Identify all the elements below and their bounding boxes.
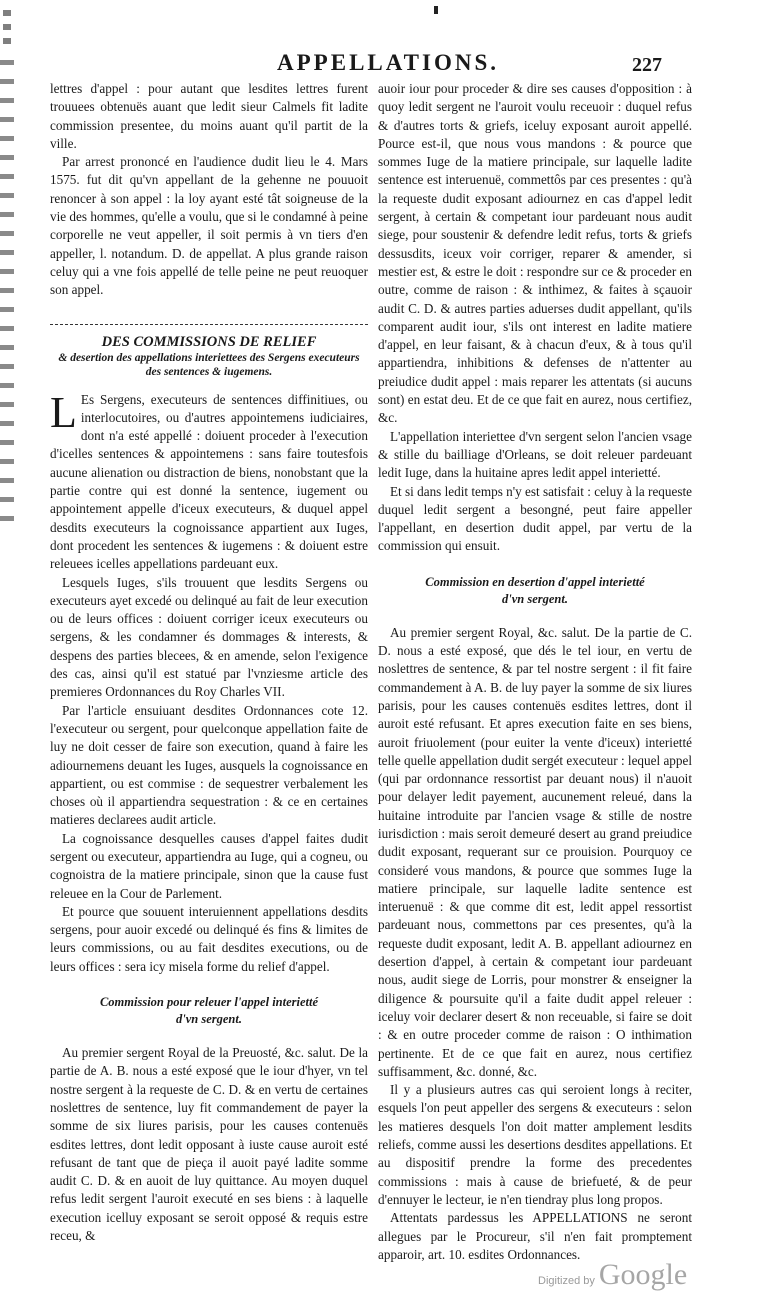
paragraph: L'appellation interiettee d'vn sergent selon l'ancien vsage & stille du bailliage d'Orleans, se doit releuer pardeuant ledit Iuge, dans la huitaine apres ledit appel interietté. bbox=[378, 428, 692, 481]
digitized-by-label: Digitized by bbox=[538, 1275, 595, 1287]
paragraph: Et si dans ledit temps n'y est satisfait : celuy à la requeste duquel ledit sergent a besongné, peut faire appeller l'appellant, en desertion dudit appel, par vertu de la commission qui ensuit. bbox=[378, 483, 692, 554]
commission-heading-line: d'vn sergent. bbox=[502, 591, 568, 606]
left-column bbox=[50, 80, 368, 1244]
paragraph: La cognoissance desquelles causes d'appel faites dudit sergent ou executeur, appartiendra au Iuge, qui a cogneu, ou cognoistra de la matiere principale, sinon que la cause fust releuee en la Cour de Parlement. bbox=[50, 830, 368, 901]
section-divider bbox=[50, 324, 368, 325]
google-logo: Google bbox=[598, 1258, 688, 1291]
binding-marks bbox=[0, 60, 14, 530]
commission-heading-line: d'vn sergent. bbox=[176, 1012, 242, 1027]
commission-heading bbox=[50, 994, 368, 1028]
opening-paragraph bbox=[50, 387, 368, 574]
commission-heading-line: Commission pour releuer l'appel interietté bbox=[99, 995, 319, 1010]
drop-cap: L bbox=[50, 387, 77, 437]
paragraph: auoir iour pour proceder & dire ses causes d'opposition : à quoy ledit sergent ne l'auroit voulu receuoir : duquel refus & d'autres torts & griefs, iceluy exposant auroit appellé. Pource est-il, que nous vous mandons : & pource que sommes Iuge de la matiere principale, sur laquelle ladite sentence est interuenuë, commettôs par ces presentes : qu'à la requeste dudit exposant adiournez en cas d'appel ledit sergent, à certain & competant iour pardeuant nous audit siege, pour soustenir & defendre ledit refus, torts & griefs dessusdits, iceux voir corriger, reparer & amender, si mestier est, & estre le doit : respondre sur ce & proceder en outre, comme de raison : & inthimez, & faites à sçauoir audit C. D. & autres parties aduerses dudit appellant, qu'ils comparent audit iour, s'ils ont interest en ladite matiere d'appel, en leur faisant, & à chacun d'eux, & à tous qu'il appartiendra, inhibitions & defenses de n'attenter au preiudice dudit appel : mais reparer les attentats (si aucuns sont) en estat deu. Et de ce que fait en aurez, nous certifiez, &c. bbox=[378, 81, 692, 426]
paragraph: lettres d'appel : pour autant que lesdites lettres furent trouuees obtenuës auant que ledit sieur Calmels fit ladite commission presentee, du moins auant qu'il partit de la ville. bbox=[50, 81, 368, 151]
paragraph: Es Sergens, executeurs de sentences diffinitiues, ou interlocutoires, ou d'autres appointemens iudiciaires, dont n'a esté appellé : doiuent proceder à l'execution d'icelles sentences & appointemens : sans faire toutesfois aucune alienation ou distraction de biens, nonobstant que la partie contre qui est donné la sentence, iugement ou appointement appelle d'iceux executeurs, & duquel appel desdits executeurs la cognoissance appartient aux Iuges, dont procedent les sentences & iugemens : & doiuent estre releuees icelles appellations pardeuant eux. bbox=[50, 391, 368, 572]
ink-mark bbox=[434, 6, 438, 14]
commission-heading bbox=[378, 574, 692, 608]
commission-heading-line: Commission en desertion d'appel interietté bbox=[425, 574, 645, 589]
paragraph: Au premier sergent Royal, &c. salut. De la partie de C. D. nous a esté exposé, que dés le tel iour, en vertu de noslettres de sentence, & par tel nostre sergent : il fit faire commandement à A. B. de luy payer la somme de six liures parisis, pour les causes contenuës esdites lettres, dont il auroit esté refusant. Et apres execution faite en ses biens, auroit friuolement (pour euiter la vente d'iceux) interietté telle quelle appellation dudit sergét executeur : lequel appel (qui par ordonnance ressortist par deuant nous) il n'auoit pour delayer ledit payement, aucunement releué, dans la huitaine introduite par l'ancien vsage & stille de nostre iurisdiction : mais seroit demeuré desert au grand preiudice dudit exposant, requerant sur ce prouision. Pourquoy ce consideré vous mandons, & pource que sommes Iuge la matiere principale, sur laquelle ladite sentence est interuenuë : & que comme dit est, ledit appel ressortist pardeuant nous, commettons par ces presentes, qu'à la requeste dudit exposant, ledit A. B. appellant adiournez en desertion d'appel, à certain & competant iour pardeuant nous, audit siege de Lorris, pour monstrer & enseigner la diligence & poursuite qu'il a faite dudit appel releuer : iceluy voir declarer desert & non receuable, si faire se doit : & en outre proceder comme de raison : O inthimation pertinente. Et de ce que fait en aurez, nous certifiez suffisamment, &c. donné, &c. bbox=[378, 624, 692, 1079]
paragraph: Attentats pardessus les APPELLATIONS ne seront allegues par le Procureur, s'il n'en fait promptement apparoir, art. 10. esdites Ordonnances. bbox=[378, 1210, 692, 1262]
paragraph: Et pource que souuent interuiennent appellations desdits sergens, pour auoir excedé ou delinqué és fins & limites de leurs commissions, ou au fait desdites executions, ou de leurs offices : sera icy misela forme du relief d'appel. bbox=[50, 903, 368, 974]
paragraph: Par l'article ensuiuant desdites Ordonnances cote 12. l'executeur ou sergent, pour quelconque appellation faite de luy ne doit cesser de faire son execution, quand à faire les adiournemens deuant les Iuges, ausquels la cognoissance en appartient, ou est commise : de sequestrer verbalement les choses où il appartiendra sequestration : & ce en certaines matieres declarees audit article. bbox=[50, 702, 368, 828]
binding-marks-top bbox=[3, 10, 11, 50]
paragraph: Par arrest prononcé en l'audience dudit lieu le 4. Mars 1575. fut dit qu'vn appellant de la gehenne ne pouuoit renoncer à son appel : la loy ayant esté tât soigneuse de la vie des hommes, qu'elle a voulu, que si le condamné à peine corporelle ne veut appeller, il soit permis à vn tiers d'en appeller, l. notandum. D. de appellat. A plus grande raison celuy qui a vne fois appellé de telle peine ne peut reuoquer son appel. bbox=[50, 154, 368, 298]
running-head: APPELLATIONS. bbox=[277, 50, 499, 75]
digitized-watermark bbox=[538, 1258, 687, 1292]
page-number: 227 bbox=[632, 54, 662, 76]
section-subtitle: & desertion des appellations interiettees des Sergens executeurs des sentences & iugemens. bbox=[58, 351, 360, 378]
paragraph: Il y a plusieurs autres cas qui seroient longs à reciter, esquels l'on peut appeller des sergens & executeurs : selon les matieres desquels l'on doit matter amplement lesdits reliefs, comme aussi les desertions desdites appellations. Et au dispositif prendre la forme des precedentes commissions : mais à cause de briefueté, & de peur d'ennuyer le lecteur, ie n'en tiendray plus long propos. bbox=[378, 1082, 692, 1207]
paragraph: Au premier sergent Royal de la Preuosté, &c. salut. De la partie de A. B. nous a esté exposé que le iour d'hyer, vn tel nostre sergent à la requeste de C. D. & en vertu de certaines noslettres de sentence, luy fit commandement de payer la somme de six liures parisis, pour les causes contenuës esdites lettres, dont ledit opposant à iuste cause auroit esté refusant de tant que de pieça il auoit payé ladite somme audit C. D. & en auoit de luy quittance. Au moyen duquel refus ledit sergent l'auroit executé en ses biens : à laquelle execution icelluy exposant se seroit opposé & requis estre receu, & bbox=[50, 1045, 368, 1244]
right-column bbox=[378, 80, 692, 1262]
section-title: DES COMMISSIONS DE RELIEF bbox=[101, 333, 317, 350]
paragraph: Lesquels Iuges, s'ils trouuent que lesdits Sergens ou executeurs ayet excedé ou delinqué au fait de leur execution ou de leurs offices : doiuent corriger iceux executeurs ou sergens, & les condamner és dommages & interests, & despens des parties blecees, & en amende, selon l'exigence des cas, ainsi qu'il est statué par l'vnziesme article des premieres Ordonnances du Roy Charles VII. bbox=[50, 574, 368, 700]
